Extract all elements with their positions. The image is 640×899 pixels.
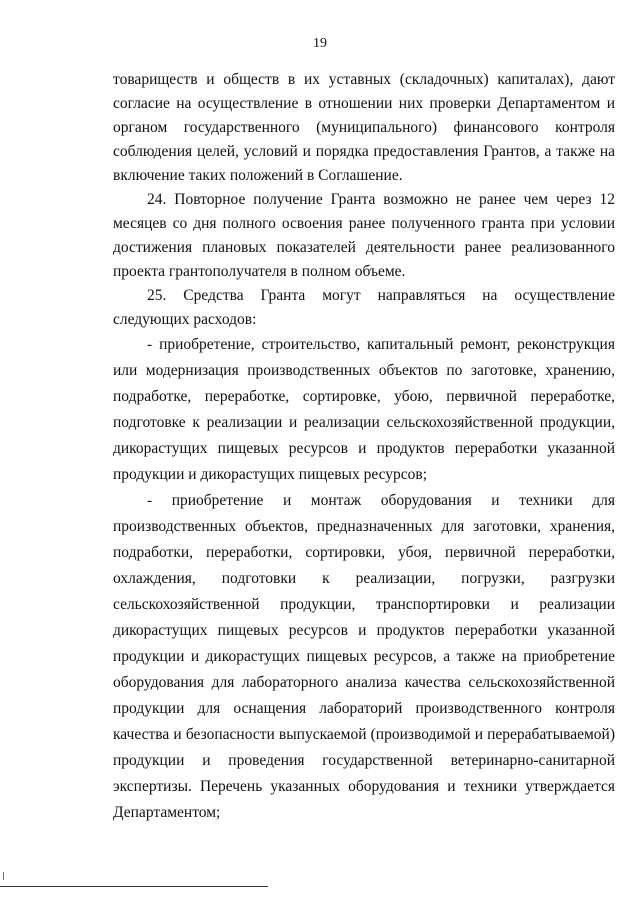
paragraph-expense-production-objects: - приобретение, строительство, капитальный ремонт, реконструкция или модернизация производственных объектов по заготовке, хранению, подработке, переработке, сортировке, убою, первичной переработке, подготовке к реализации и реализации сельскохозяйственной продукции, дикорастущих пищевых ресурсов и продуктов переработки указанной продукции и дикорастущих пищевых ресурсов;	[113, 336, 615, 483]
paragraph-expense-equipment: - приобретение и монтаж оборудования и техники для производственных объектов, предназначенных для заготовки, хранения, подработки, переработки, сортировки, убоя, первичной переработки, охлаждения, подготовки к реализации, погрузки, разгрузки сельскохозяйственной продукции, транспортировки и реализации дикорастущих пищевых ресурсов и продуктов переработки указанной продукции и дикорастущих пищевых ресурсов, а также на приобретение оборудования для лабораторного анализа качества сельскохозяйственной продукции для оснащения лабораторий производственного контроля качества и безопасности выпускаемой (производимой и перерабатываемой) продукции и проведения государственной ветеринарно-санитарной экспертизы. Перечень указанных оборудования и техники утверждается Департаментом;	[113, 492, 615, 821]
paragraph-item-24: 24. Повторное получение Гранта возможно не ранее чем через 12 месяцев со дня полного освоения ранее полученного гранта при условии достижения плановых показателей деятельности ранее реализованного проекта грантополучателя в полном объеме.	[113, 191, 615, 280]
paragraph-consent-continuation: товариществ и обществ в их уставных (складочных) капиталах), дают согласие на осуществление в отношении них проверки Департаментом и органом государственного (муниципального) финансового контроля соблюдения целей, условий и порядка предоставления Грантов, а также на включение таких положений в Соглашение.	[113, 71, 615, 184]
document-body	[113, 68, 615, 826]
footnote-rule	[0, 886, 268, 887]
scan-mark	[3, 872, 4, 880]
page-number: 19	[313, 36, 327, 51]
paragraph-item-25: 25. Средства Гранта могут направляться на осуществление следующих расходов:	[113, 287, 615, 328]
